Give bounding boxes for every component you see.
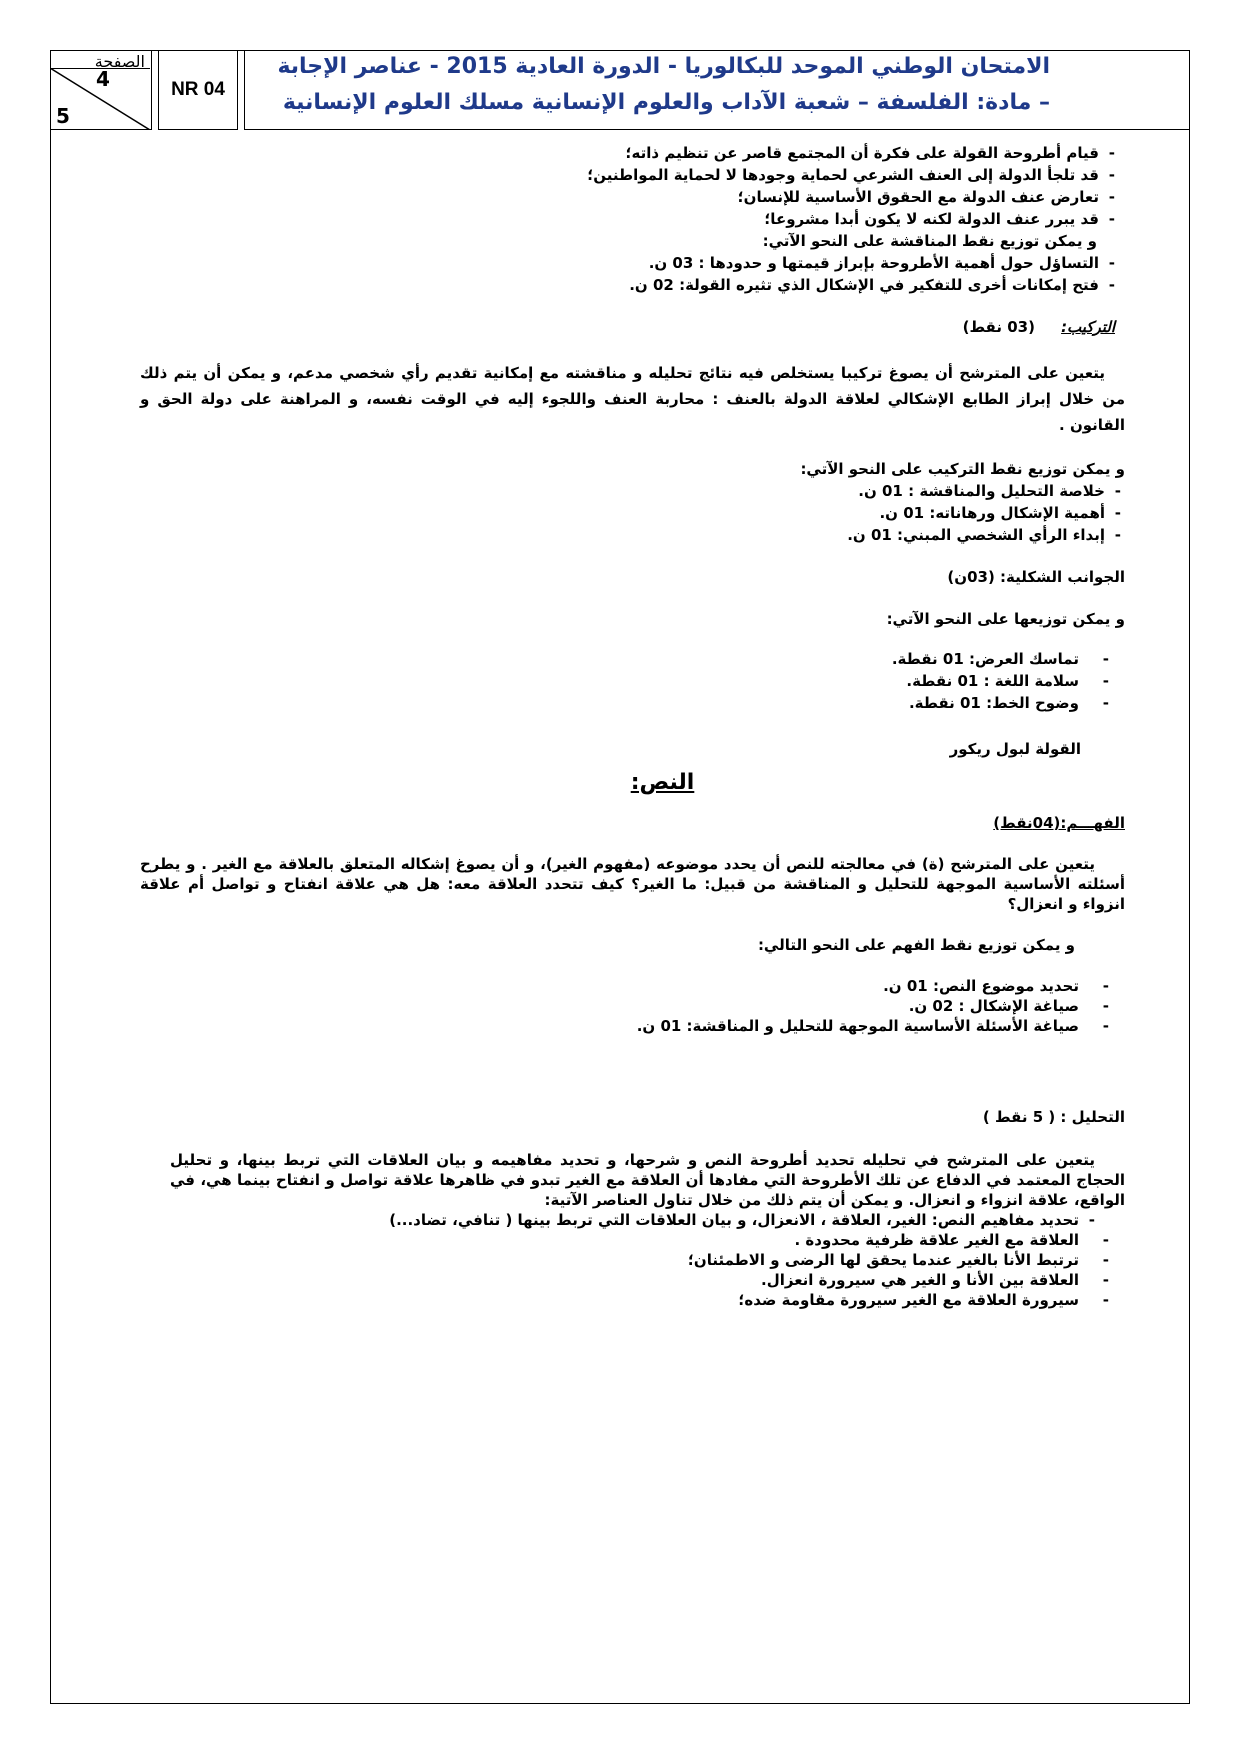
formal-intro: و يمكن توزيعها على النحو الآتي:	[886, 610, 1125, 628]
analysis-paragraph: يتعين على المترشح في تحليله تحديد أطروحة النص و شرحها، و تحديد مفاهيمه و بيان العلاقات التي تربط بينها، و تحليل الحجاج المعتمد في الدفاع عن تلك الأطروحة التي مفادها أن العلاقة مع الغير تبدو في ظاهرها علاقة تواصل و انفتاح بينما هي، في الواقع، علاقة انزواء و انعزال. و يمكن أن يتم ذلك من خلال تناول العناصر الآتية:	[170, 1151, 1125, 1209]
page-label: الصفحة	[94, 52, 145, 71]
list-item: - سيرورة العلاقة مع الغير سيرورة مقاومة ضده؛	[140, 1290, 1125, 1310]
list-item: - أهمية الإشكال ورهاناته: 01 ن.	[140, 502, 1121, 524]
list-item: - العلاقة مع الغير علاقة ظرفية محدودة .	[140, 1230, 1125, 1250]
comprehension-paragraph: يتعين على المترشح (ة) في معالجته للنص أن يحدد موضوعه (مفهوم الغير)، و أن يصوغ إشكاله المتعلق بالعلاقة مع الغير . و يطرح أسئلته الأساسية الموجهة للتحليل و المناقشة من قبيل: ما الغير؟ كيف تتحدد العلاقة معه: هل هي علاقة انفتاح و تواصل أم علاقة انزواء و انعزال؟	[140, 855, 1125, 913]
list-item: - العلاقة بين الأنا و الغير هي سيرورة انعزال.	[140, 1270, 1125, 1290]
title-box	[244, 50, 1190, 130]
page-content	[140, 142, 1125, 1310]
list-item: - صياغة الأسئلة الأساسية الموجهة للتحليل و المناقشة: 01 ن.	[140, 1016, 1125, 1036]
page-total: 5	[56, 104, 70, 128]
list-item: - التساؤل حول أهمية الأطروحة بإبراز قيمتها و حدودها : 03 ن.	[140, 252, 1115, 274]
comprehension-title: الفهـــم:(04نقط)	[993, 814, 1125, 832]
title-line-2: – مادة: الفلسفة – شعبة الآداب والعلوم الإنسانية مسلك العلوم الإنسانية	[282, 90, 1050, 115]
list-item: - تعارض عنف الدولة مع الحقوق الأساسية للإنسان؛	[140, 186, 1115, 208]
synthesis-grading-intro: و يمكن توزيع نقط التركيب على النحو الآتي:	[800, 460, 1125, 478]
quote-author: القولة لبول ريكور	[949, 740, 1081, 758]
list-item: - سلامة اللغة : 01 نقطة.	[140, 670, 1125, 692]
list-item: - قد تلجأ الدولة إلى العنف الشرعي لحماية وجودها لا لحماية المواطنين؛	[140, 164, 1115, 186]
page-current: 4	[96, 67, 110, 91]
comprehension-grading	[140, 976, 1125, 1036]
discussion-grading-intro: و يمكن توزيع نقط المناقشة على النحو الآتي:	[762, 232, 1097, 250]
synthesis-grading	[140, 458, 1125, 546]
analysis-list	[140, 1210, 1125, 1310]
title-line-1: الامتحان الوطني الموحد للبكالوريا - الدورة العادية 2015 - عناصر الإجابة	[277, 54, 1050, 79]
list-item: - تحديد موضوع النص: 01 ن.	[140, 976, 1125, 996]
exam-code: NR 04	[158, 50, 238, 130]
synthesis-paragraph: يتعين على المترشح أن يصوغ تركيبا يستخلص فيه نتائج تحليله و مناقشته مع إمكانية تقديم رأي شخصي مدعم، و يمكن أن يتم ذلك من خلال إبراز الطابع الإشكالي لعلاقة الدولة بالعنف : محاربة العنف واللجوء إليه في الوقت نفسه، و المراهنة على دولة الحق و القانون .	[140, 364, 1125, 434]
list-item: - صياغة الإشكال : 02 ن.	[140, 996, 1125, 1016]
analysis-title: التحليل : ( 5 نقط )	[982, 1108, 1125, 1126]
list-item: - خلاصة التحليل والمناقشة : 01 ن.	[140, 480, 1121, 502]
comprehension-grading-intro: و يمكن توزيع نقط الفهم على النحو التالي:	[757, 936, 1075, 954]
discussion-section	[140, 142, 1125, 296]
list-item: - فتح إمكانات أخرى للتفكير في الإشكال الذي تثيره القولة: 02 ن.	[140, 274, 1115, 296]
text-heading: النص:	[630, 770, 695, 795]
formal-title: الجوانب الشكلية: (03ن)	[947, 568, 1125, 586]
synthesis-title: التركيب:	[1061, 318, 1115, 336]
list-item: - وضوح الخط: 01 نقطة.	[140, 692, 1125, 714]
page-number-box	[50, 50, 152, 130]
list-item: - قيام أطروحة القولة على فكرة أن المجتمع قاصر عن تنظيم ذاته؛	[140, 142, 1115, 164]
synthesis-points: (03 نقط)	[962, 318, 1035, 336]
page-header	[50, 50, 1190, 132]
list-item: - ترتبط الأنا بالغير عندما يحقق لها الرضى و الاطمئنان؛	[140, 1250, 1125, 1270]
synthesis-heading	[140, 316, 1125, 338]
list-item: - قد يبرر عنف الدولة لكنه لا يكون أبدا مشروعا؛	[140, 208, 1115, 230]
list-item: - تماسك العرض: 01 نقطة.	[140, 648, 1125, 670]
list-item: - إبداء الرأي الشخصي المبني: 01 ن.	[140, 524, 1121, 546]
list-item: - تحديد مفاهيم النص: الغير، العلاقة ، الانعزال، و بيان العلاقات التي تربط بينها ( تنافي، تضاد...)	[140, 1210, 1095, 1230]
formal-list	[140, 648, 1125, 714]
